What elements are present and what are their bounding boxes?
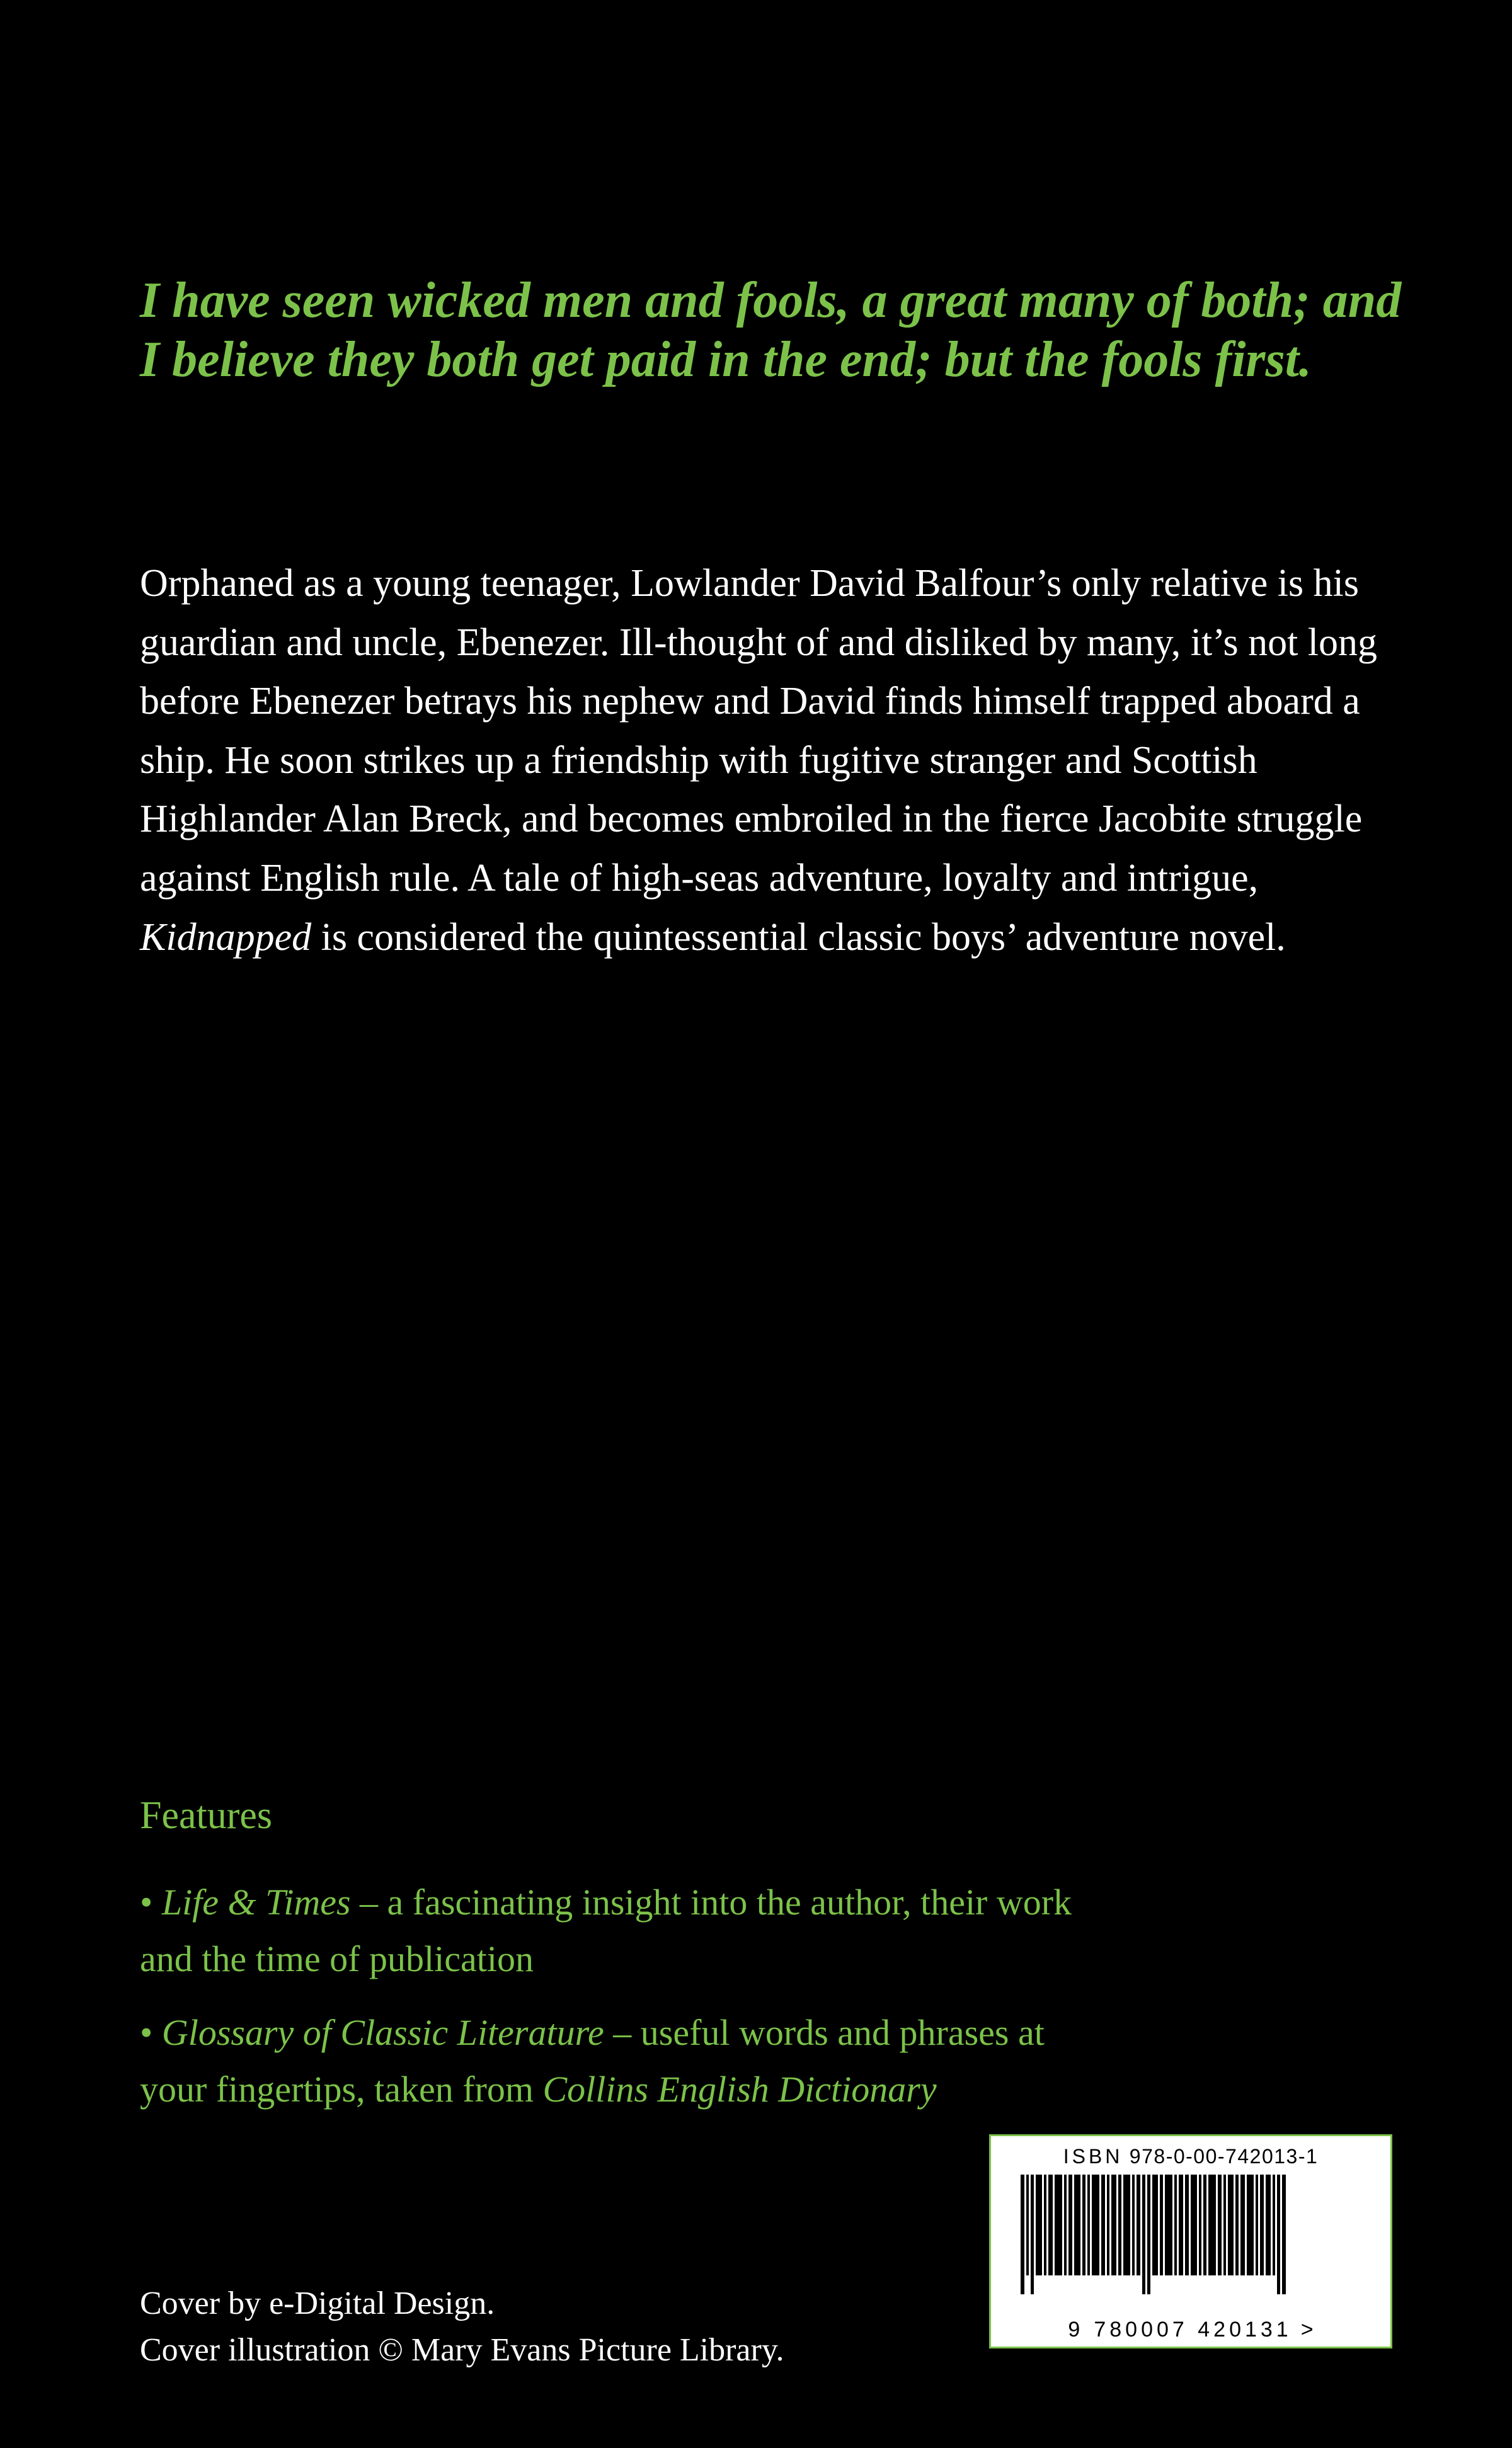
- features-list: [140, 1874, 1085, 2135]
- barcode-digits: [991, 2318, 1390, 2342]
- isbn-line: [991, 2145, 1390, 2168]
- list-item: [140, 2005, 1085, 2119]
- blurb-book-title: Kidnapped: [140, 915, 312, 959]
- bullet-marker: •: [140, 1882, 162, 1923]
- pull-quote: I have seen wicked men and fools, a great many of both; and I believe they both get paid in the end; but the fools first.: [140, 273, 1402, 388]
- blurb-text-part2: is considered the quintessential classic boys’ adventure novel.: [311, 915, 1286, 959]
- feature-emphasis: Life & Times: [161, 1882, 351, 1923]
- feature-text: – useful words and phrases at your fingertips, taken from: [140, 2011, 1045, 2110]
- barcode-bars: [1021, 2175, 1361, 2294]
- blurb-paragraph: [140, 554, 1425, 967]
- blurb-text-part1: Orphaned as a young teenager, Lowlander David Balfour’s only relative is his guardian and uncle, Ebenezer. Ill-thought of and disliked by many, it’s not long before Ebenezer betrays his nephew and David finds himself trapped aboard a ship. He soon strikes up a friendship with fugitive stranger and Scottish Highlander Alan Breck, and becomes embroiled in the fierce Jacobite struggle against English rule. A tale of high-seas adventure, loyalty and intrigue,: [140, 562, 1378, 900]
- bullet-marker: •: [140, 2011, 162, 2053]
- isbn-label: ISBN: [1063, 2145, 1123, 2168]
- credit-line-designer: Cover by e-Digital Design.: [140, 2285, 495, 2321]
- feature-emphasis-secondary: Collins English Dictionary: [542, 2069, 937, 2110]
- cover-credits: [140, 2280, 1085, 2374]
- feature-text: – a fascinating insight into the author, their work and the time of publication: [140, 1882, 1072, 1980]
- credit-line-illustration: Cover illustration © Mary Evans Picture Library.: [140, 2331, 784, 2368]
- barcode-digit-trail: >: [1300, 2318, 1314, 2342]
- isbn-number: 978-0-00-742013-1: [1129, 2145, 1319, 2168]
- barcode-digit-lead: 9: [1068, 2318, 1080, 2342]
- features-heading: Features: [140, 1794, 273, 1837]
- list-item: [140, 1874, 1085, 1988]
- feature-emphasis: Glossary of Classic Literature: [161, 2011, 604, 2053]
- barcode-digit-main: 780007 420131: [1094, 2318, 1292, 2342]
- barcode-block: [989, 2134, 1392, 2348]
